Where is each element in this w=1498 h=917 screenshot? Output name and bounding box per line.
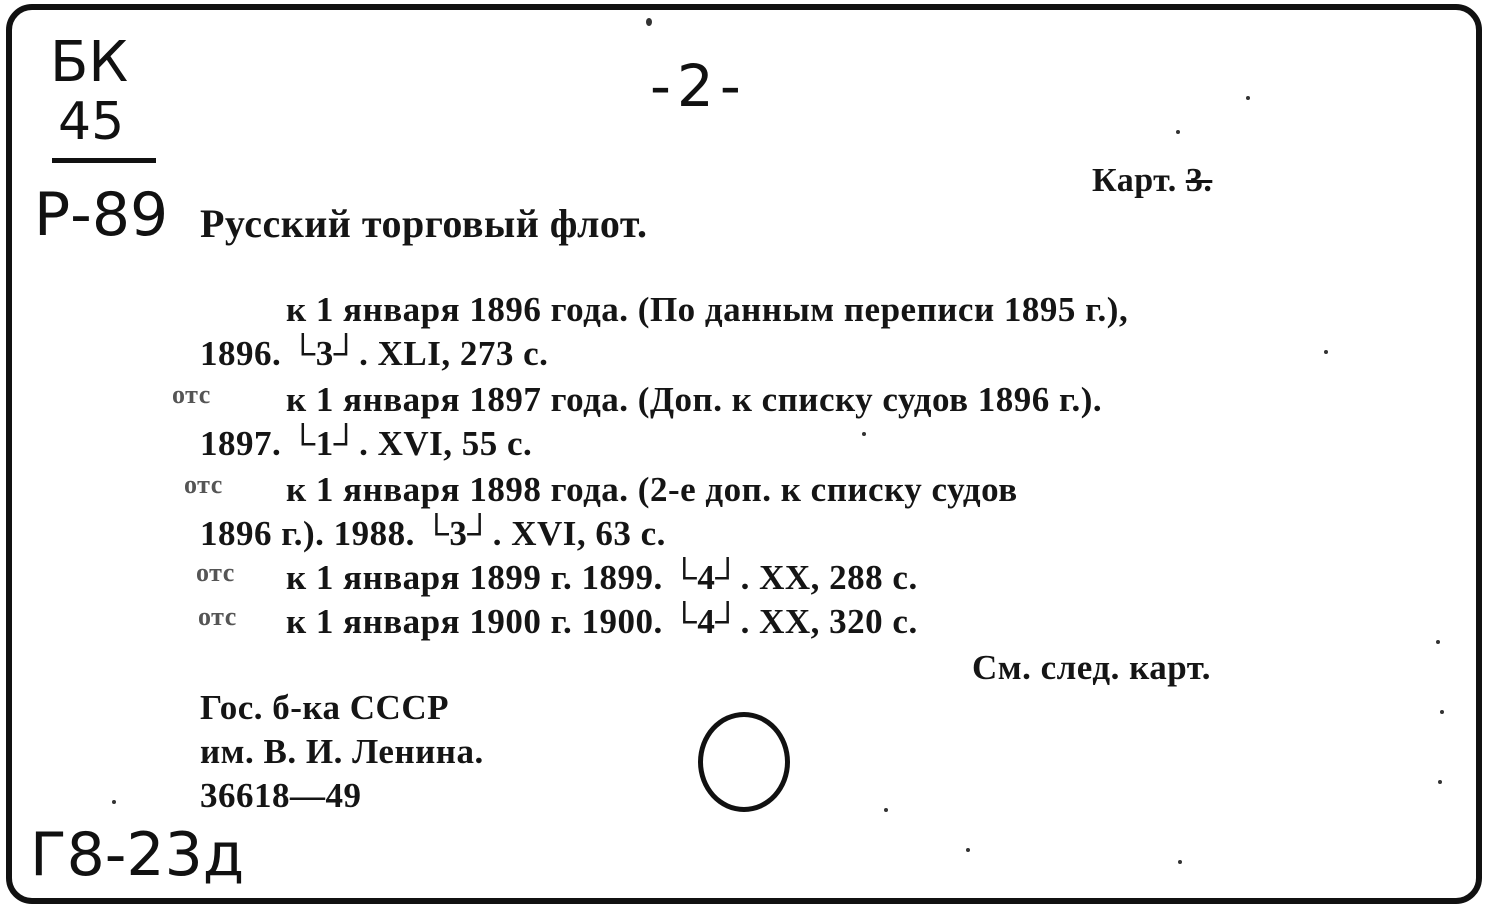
page-marker: -2- — [650, 52, 747, 120]
shelf-mark-line1: БК — [50, 30, 129, 95]
scan-speck — [1440, 710, 1444, 714]
entry-line-3: к 1 января 1897 года. (Доп. к списку судов 1896 г.). — [286, 380, 1103, 419]
scan-speck — [1438, 780, 1442, 784]
scan-speck — [862, 432, 866, 436]
entry-mark-3: отс — [172, 380, 211, 409]
entry-line-2: 1896. └3┘. XLI, 273 с. — [200, 334, 549, 373]
scan-speck — [112, 800, 116, 804]
library-line-3: 36618—49 — [200, 776, 362, 815]
entry-line-1: к 1 января 1896 года. (По данным переписи 1895 г.), — [286, 290, 1129, 329]
scan-speck — [1246, 96, 1250, 100]
scan-speck — [1436, 640, 1440, 644]
scan-speck — [1324, 350, 1328, 354]
shelf-mark-underline — [52, 158, 156, 163]
entry-line-8: к 1 января 1900 г. 1900. └4┘. XX, 320 с. — [286, 602, 918, 641]
entry-mark-5: отс — [184, 470, 223, 499]
shelf-mark-line2: 45 — [58, 92, 125, 152]
card-number-value: 3. — [1185, 162, 1213, 199]
entry-line-5: к 1 января 1898 года. (2-е доп. к списку судов — [286, 470, 1018, 509]
scan-speck — [966, 848, 970, 852]
punch-hole — [698, 712, 790, 812]
see-next-card: См. след. карт. — [972, 648, 1212, 687]
scan-speck — [646, 18, 652, 26]
entry-line-7: к 1 января 1899 г. 1899. └4┘. XX, 288 с. — [286, 558, 918, 597]
entry-line-6: 1896 г.). 1988. └3┘. XVI, 63 с. — [200, 514, 666, 553]
entry-mark-7: отс — [196, 558, 235, 587]
card-number-label: Карт. — [1092, 162, 1177, 199]
bottom-code: Г8-23д — [30, 820, 245, 890]
card-number — [1092, 162, 1212, 200]
entry-mark-8: отс — [198, 602, 237, 631]
scan-speck — [1176, 130, 1180, 134]
title: Русский торговый флот. — [200, 201, 648, 246]
entry-line-4: 1897. └1┘. XVI, 55 с. — [200, 424, 533, 463]
scan-speck — [884, 808, 888, 812]
library-line-1: Гос. б-ка СССР — [200, 688, 449, 727]
library-line-2: им. В. И. Ленина. — [200, 732, 484, 771]
call-number: Р-89 — [34, 180, 169, 250]
scan-speck — [1178, 860, 1182, 864]
